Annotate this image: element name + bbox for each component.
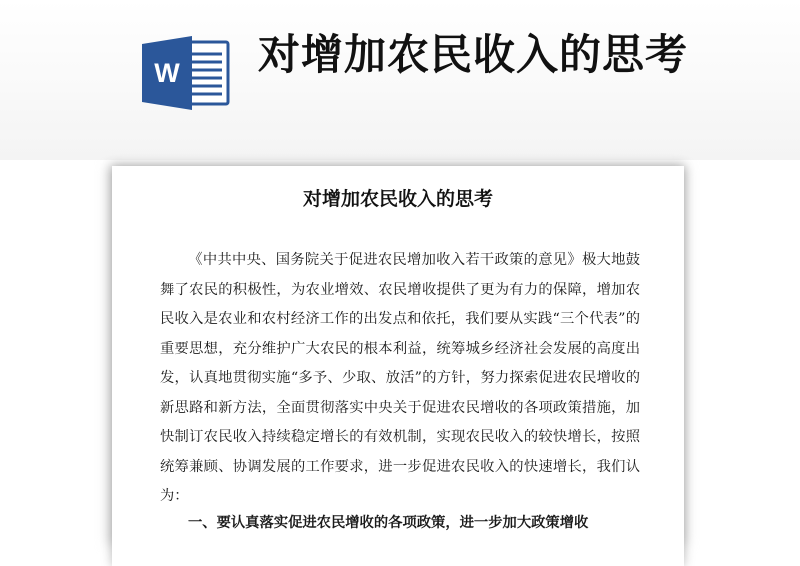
section-heading: 一、要认真落实促进农民增收的各项政策，进一步加大政策增收	[188, 515, 589, 531]
word-icon-letter: W	[154, 58, 180, 88]
document-paragraph	[160, 246, 640, 512]
document-page	[112, 166, 684, 566]
page-title: 对增加农民收入的思考	[258, 30, 689, 79]
word-document-icon	[142, 36, 230, 110]
header-banner	[0, 0, 800, 160]
document-title: 对增加农民收入的思考	[302, 188, 493, 210]
paragraph-text: 《中共中央、国务院关于促进农民增加收入若干政策的意见》极大地鼓舞了农民的积极性，为农业增效、农民增收提供了更为有力的保障，增加农民收入是农业和农村经济工作的出发点和依托，我们要从实践“三个代表”的重要思想，充分维护广大农民的根本利益，统筹城乡经济社会发展的高度出发，认真地贯彻实施“多予、少取、放活”的方针，努力探索促进农民增收的新思路和新方法，全面贯彻落实中央关于促进农民增收的各项政策措施，加快制订农民收入持续稳定增长的有效机制，实现农民收入的较快增长，按照统筹兼顾、协调发展的工作要求，进一步促进农民收入的快速增长，我们认为：	[160, 252, 640, 504]
